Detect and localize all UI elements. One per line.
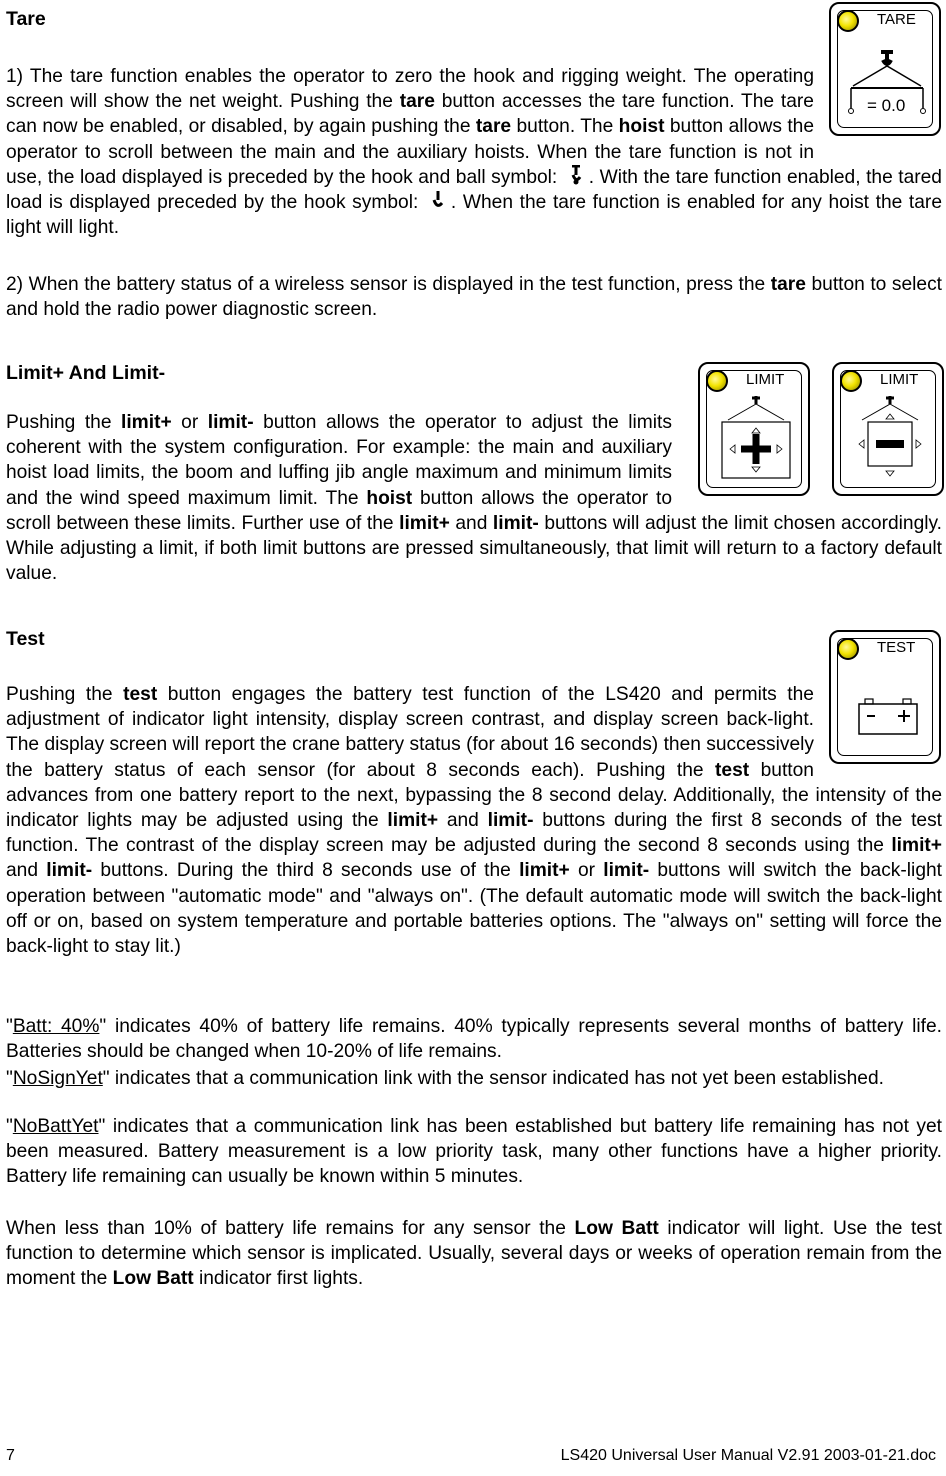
limit-paragraph: Pushing the limit+ or limit- button allows the operator to adjust the limits coherent with the system configuration. For example: the main and auxiliary hoist load limits, the boom and luffing jib angle maximum and minimum limits and the wind speed maximum limit. The hoist button allows the operator to scroll between these limits. Further use of the limit+ and limit- buttons will adjust the limit chosen accordingly. While adjusting a limit, if both limit buttons are pressed simultaneously, that limit will return to a factory default value. bbox=[6, 412, 942, 585]
limit-heading: Limit+ And Limit- bbox=[6, 362, 166, 384]
tare-heading: Tare bbox=[6, 8, 46, 30]
document-reference: LS420 Universal User Manual V2.91 2003-01-21.doc bbox=[560, 1447, 936, 1464]
tare-readout: = 0.0 bbox=[867, 96, 906, 115]
page-number: 7 bbox=[6, 1447, 15, 1464]
tare-icon-label: TARE bbox=[877, 11, 916, 28]
tare-paragraph-1: 1) The tare function enables the operator to zero the hook and rigging weight. The operating screen will show the net weight. Pushing the tare button accesses the tare function. The tare can now be enabled, or disabled, by again pushing the tare button. The hoist button allows the operator to scroll between the main and the auxiliary hoists. When the tare function is not in use, the load displayed is preceded by the hook and ball symbol: . With the tare function enabled, the tared load is displayed preceded by the hook symbol: . When the tare function is enabled for any hoist the tare light will light. bbox=[6, 66, 942, 239]
nosignyet-paragraph: "NoSignYet" indicates that a communication link with the sensor indicated has not yet been established. bbox=[6, 1068, 884, 1089]
test-paragraph: Pushing the test button engages the battery test function of the LS420 and permits the adjustment of indicator light intensity, display screen contrast, and display screen back-light. The display screen will report the crane battery status (for about 16 seconds) then successively the battery status of each sensor (for about 8 seconds each). Pushing the test button advances from one battery report to the next, bypassing the 8 second delay. Additionally, the intensity of the indicator lights may be adjusted using the limit+ and limit- buttons during the first 8 seconds of the test function. The contrast of the display screen may be adjusted during the second 8 seconds using the limit+ and limit- buttons. During the third 8 seconds use of the limit+ or limit- buttons will switch the back-light operation between "automatic mode" and "always on". (The default automatic mode will switch the back-light off or on, based on system temperature and portable batteries options. The "always on" setting will force the back-light to stay lit.) bbox=[6, 684, 943, 958]
tare-paragraph-2: 2) When the battery status of a wireless sensor is displayed in the test function, press the tare button to select and hold the radio power diagnostic screen. bbox=[6, 274, 942, 321]
batt-status-paragraph: "Batt: 40%" indicates 40% of battery life remains. 40% typically represents several months of battery life. Batteries should be changed when 10-20% of life remains. bbox=[6, 1016, 942, 1063]
hook-and-ball-icon bbox=[563, 165, 589, 185]
low-batt-paragraph: When less than 10% of battery life remains for any sensor the Low Batt indicator will light. Use the test function to determine which sensor is implicated. Usually, several days or weeks of operation remain from the moment the Low Batt indicator first lights. bbox=[6, 1218, 942, 1290]
test-heading: Test bbox=[6, 628, 45, 650]
batt-code: Batt: 40% bbox=[12, 1016, 100, 1037]
hook-icon bbox=[425, 190, 451, 210]
limit-plus-icon-label: LIMIT bbox=[746, 371, 785, 388]
nobattyet-code: NoBattYet bbox=[12, 1116, 99, 1137]
nobattyet-paragraph: "NoBattYet" indicates that a communication link has been established but battery life remaining has not yet been measured. Battery measurement is a low priority task, many other functions have a higher priority. Battery life remaining can usually be known within 5 minutes. bbox=[6, 1116, 942, 1188]
nosignyet-code: NoSignYet bbox=[12, 1068, 103, 1089]
test-icon-label: TEST bbox=[877, 639, 916, 656]
limit-minus-icon-label: LIMIT bbox=[880, 371, 919, 388]
